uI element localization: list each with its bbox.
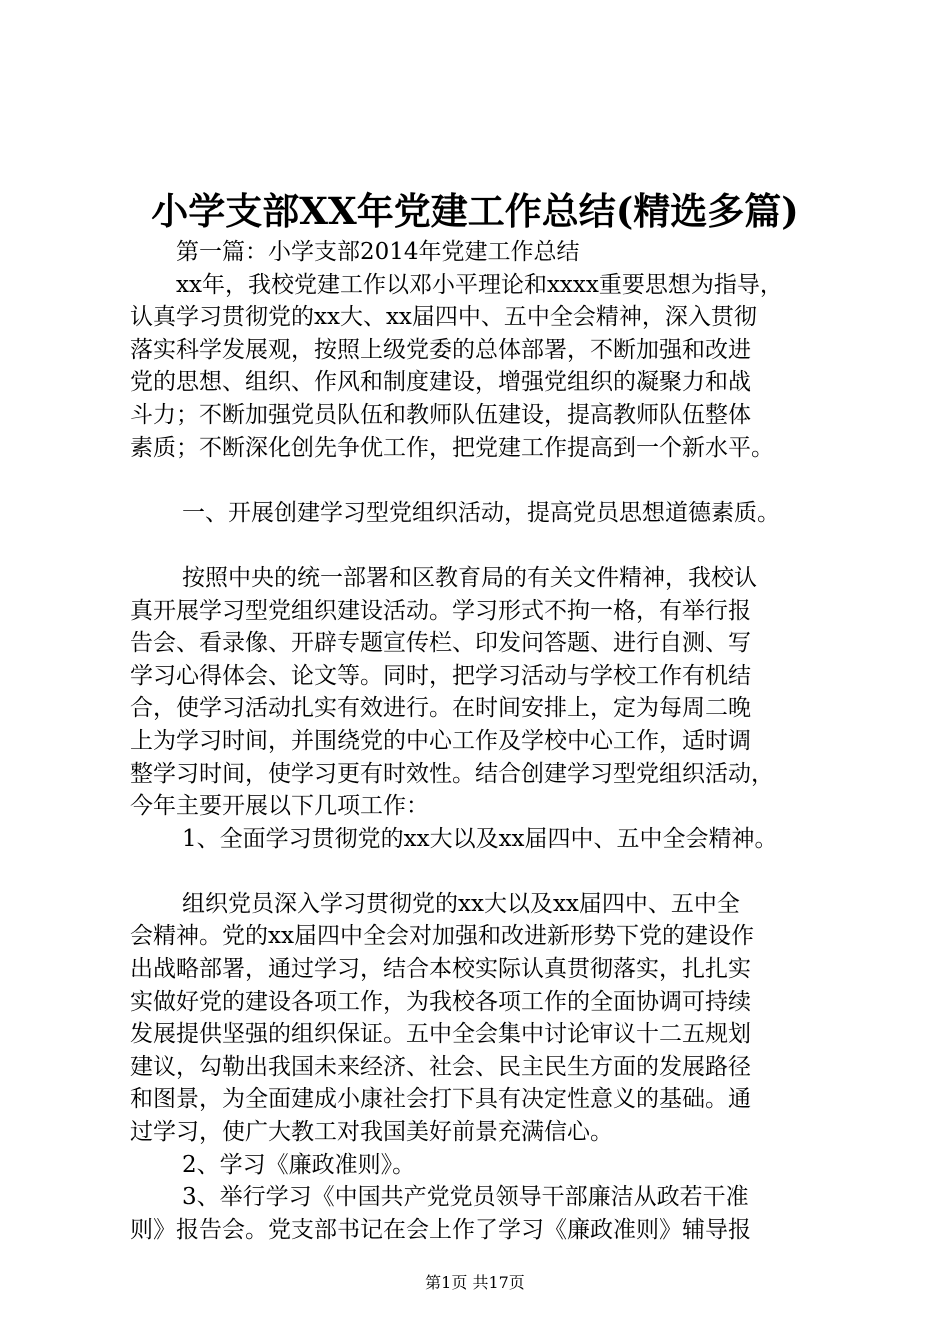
paragraph-line: 真开展学习型党组织建设活动。学习形式不拘一格，有举行报	[130, 597, 751, 624]
paragraph-line: 实做好党的建设各项工作，为我校各项工作的全面协调可持续	[130, 988, 751, 1015]
paragraph-line: 发展提供坚强的组织保证。五中全会集中讨论审议十二五规划	[130, 1021, 751, 1048]
paragraph-line: 学习心得体会、论文等。同时，把学习活动与学校工作有机结	[130, 662, 751, 689]
list-item: 3、举行学习《中国共产党党员领导干部廉洁从政若干准	[182, 1184, 749, 1211]
paragraph-line: 落实科学发展观，按照上级党委的总体部署，不断加强和改进	[130, 336, 751, 363]
paragraph-line: 素质；不断深化创先争优工作，把党建工作提高到一个新水平。	[130, 434, 774, 461]
paragraph-line: 斗力；不断加强党员队伍和教师队伍建设，提高教师队伍整体	[130, 401, 751, 428]
document-title: 小学支部XX年党建工作总结(精选多篇)	[151, 189, 799, 233]
paragraph-line: xx年，我校党建工作以邓小平理论和xxxx重要思想为指导，	[176, 271, 783, 298]
paragraph-line: 上为学习时间，并围绕党的中心工作及学校中心工作，适时调	[130, 727, 751, 754]
section-heading: 一、开展创建学习型党组织活动，提高党员思想道德素质。	[182, 499, 780, 526]
list-item: 1、全面学习贯彻党的xx大以及xx届四中、五中全会精神。	[182, 825, 778, 852]
paragraph-line: 和图景，为全面建成小康社会打下具有决定性意义的基础。通	[130, 1086, 751, 1113]
paragraph-line: 组织党员深入学习贯彻党的xx大以及xx届四中、五中全	[182, 890, 740, 917]
paragraph-line: 告会、看录像、开辟专题宣传栏、印发问答题、进行自测、写	[130, 630, 751, 657]
section-heading: 第一篇：小学支部2014年党建工作总结	[176, 239, 580, 265]
paragraph-line: 按照中央的统一部署和区教育局的有关文件精神，我校认	[182, 564, 757, 591]
paragraph-line: 党的思想、组织、作风和制度建设，增强党组织的凝聚力和战	[130, 369, 751, 396]
document-body	[130, 236, 835, 1246]
page-footer: 第1页 共17页	[425, 1273, 525, 1292]
blank-line	[130, 529, 835, 562]
paragraph-line: 建议，勾勒出我国未来经济、社会、民主民生方面的发展路径	[130, 1053, 751, 1080]
paragraph-line: 则》报告会。党支部书记在会上作了学习《廉政准则》辅导报	[130, 1216, 751, 1243]
paragraph-line: 今年主要开展以下几项工作：	[130, 793, 429, 820]
paragraph-line: 认真学习贯彻党的xx大、xx届四中、五中全会精神，深入贯彻	[130, 304, 757, 331]
list-item: 2、学习《廉政准则》。	[182, 1151, 416, 1178]
blank-line	[130, 464, 835, 497]
paragraph-line: 过学习，使广大教工对我国美好前景充满信心。	[130, 1119, 613, 1146]
paragraph-line: 出战略部署，通过学习，结合本校实际认真贯彻落实，扎扎实	[130, 956, 751, 983]
paragraph-line: 合，使学习活动扎实有效进行。在时间安排上，定为每周二晚	[130, 695, 751, 722]
paragraph-line: 会精神。党的xx届四中全会对加强和改进新形势下党的建设作	[130, 923, 754, 950]
paragraph-line: 整学习时间，使学习更有时效性。结合创建学习型党组织活动，	[130, 760, 774, 787]
blank-line	[130, 855, 835, 888]
